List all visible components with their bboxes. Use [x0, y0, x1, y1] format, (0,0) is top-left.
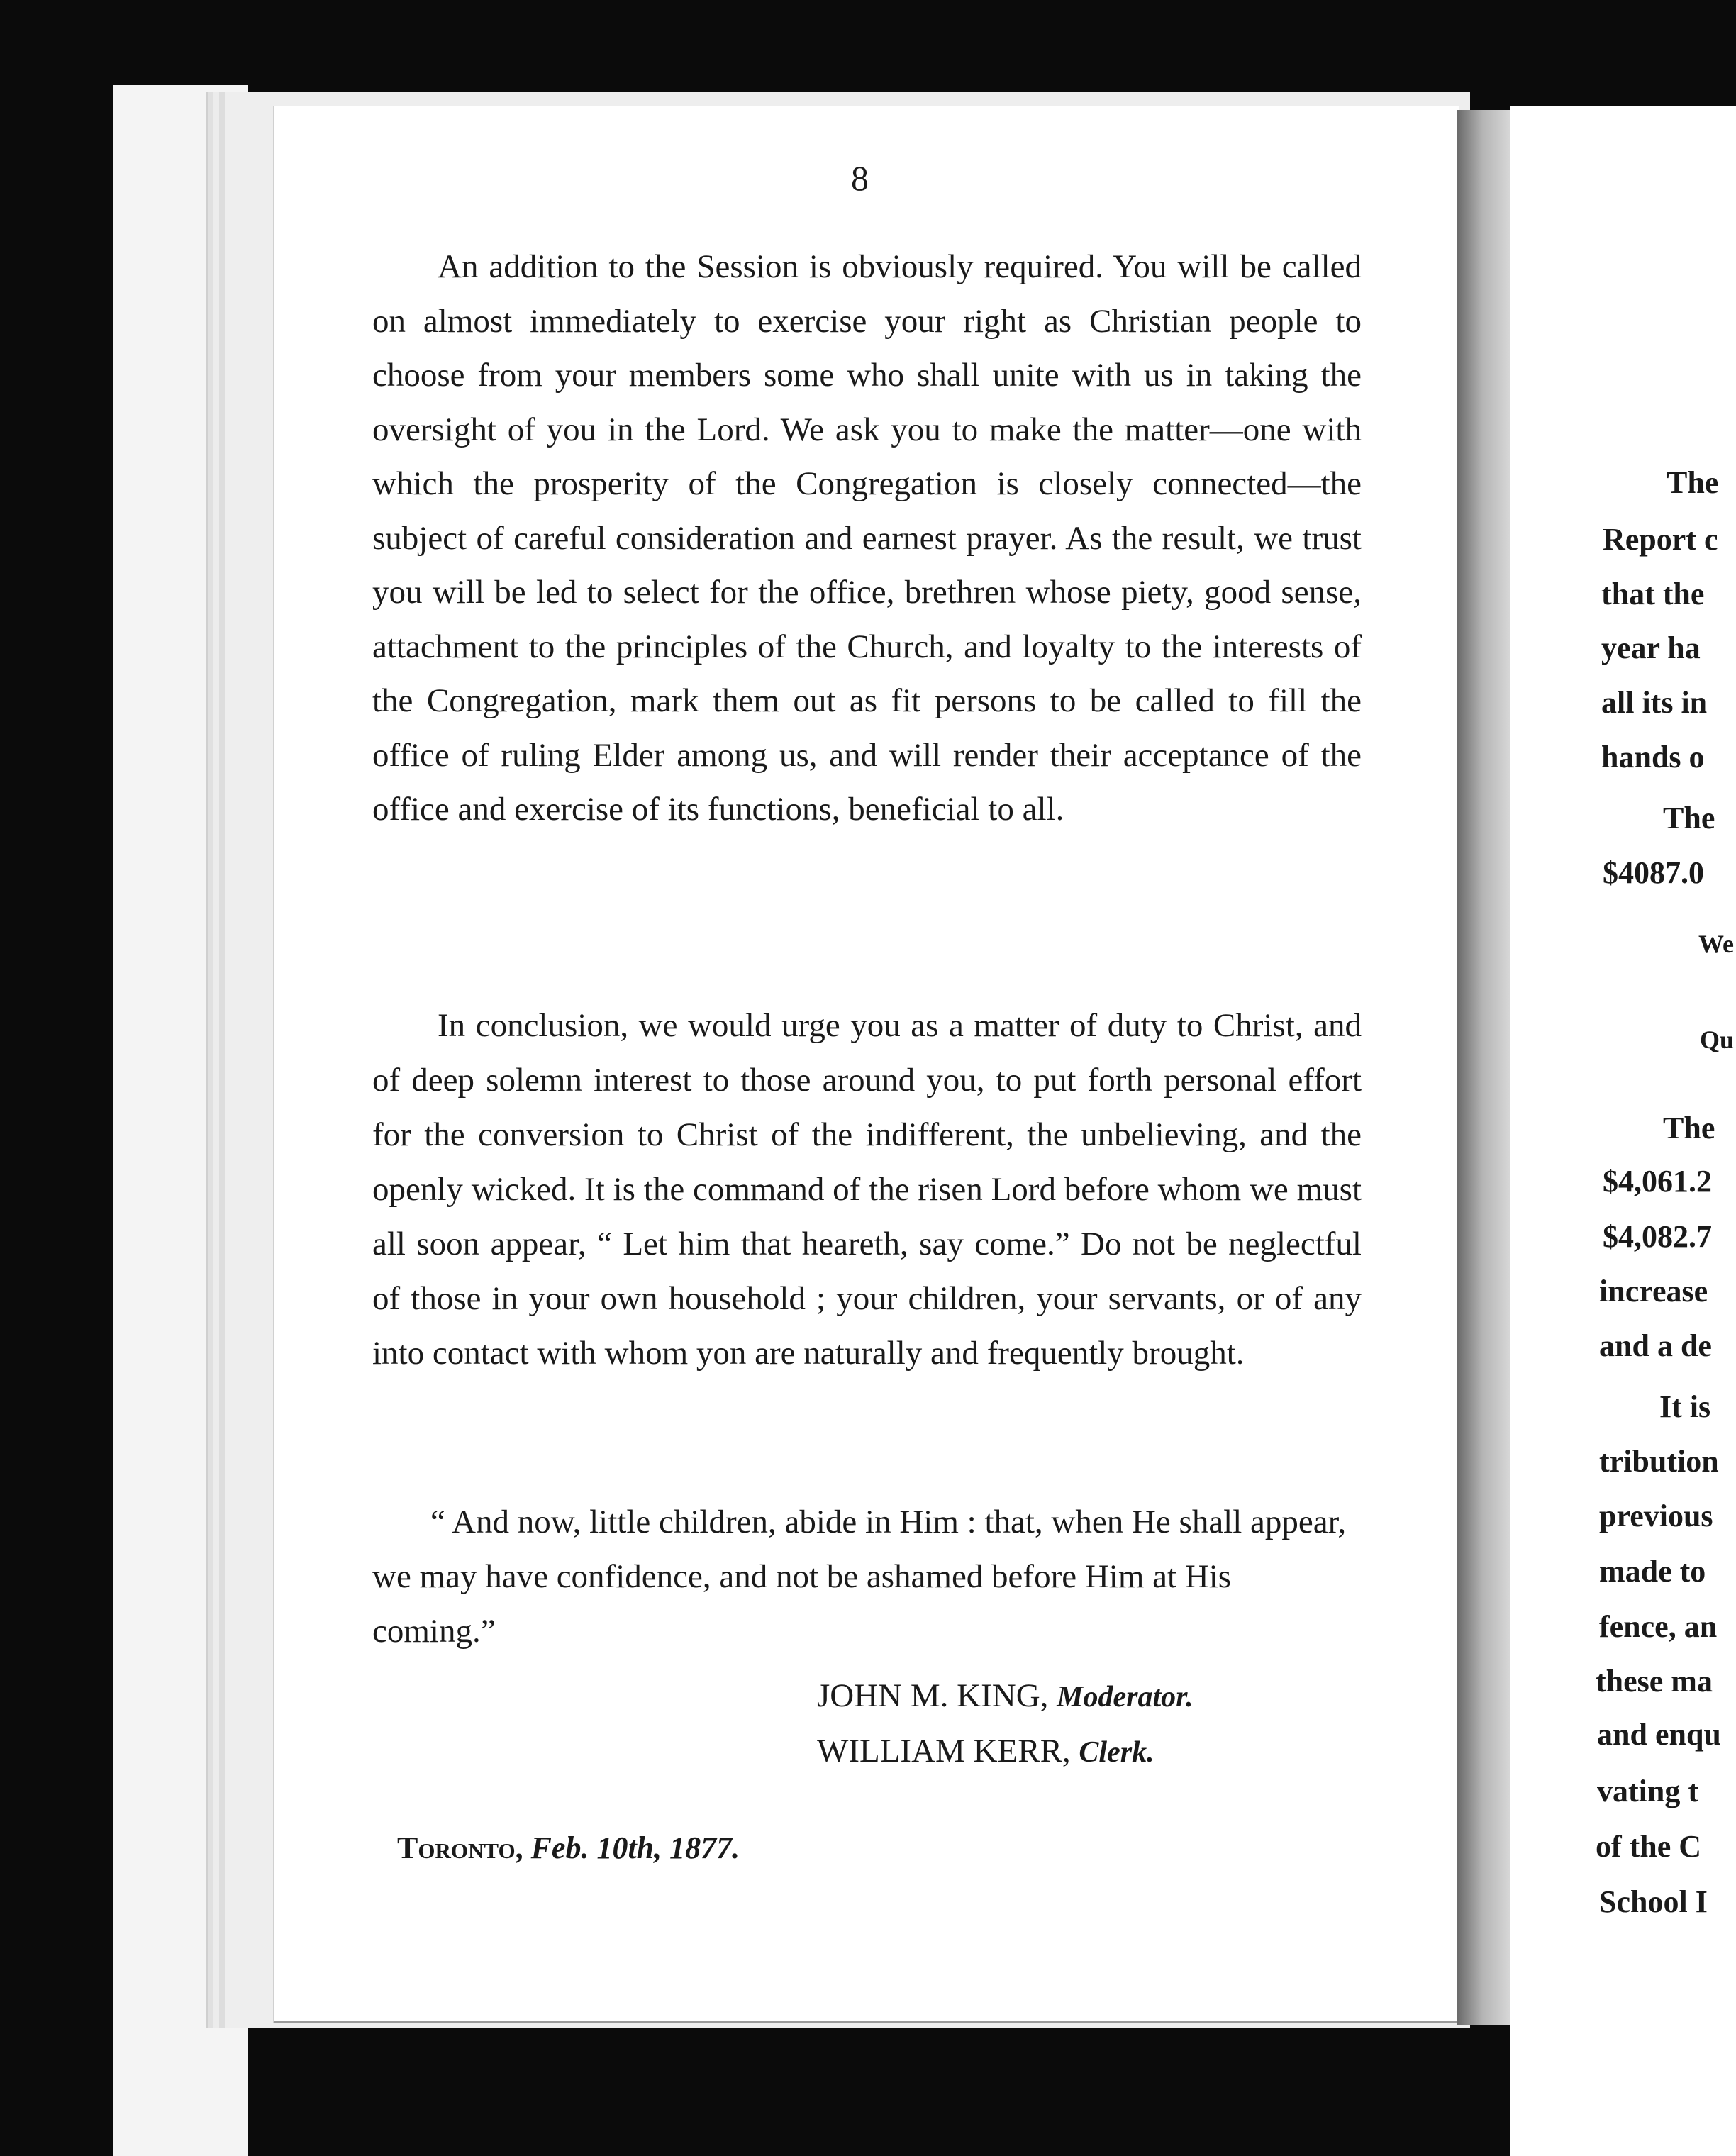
right-page-line: of the C [1596, 1829, 1702, 1864]
signature-role: Clerk. [1079, 1736, 1154, 1769]
right-page-line: tribution [1599, 1444, 1719, 1479]
signature-moderator [817, 1677, 1194, 1715]
signature-clerk [817, 1732, 1154, 1770]
place: Toronto, [397, 1830, 523, 1865]
right-page-line: hands o [1601, 740, 1705, 774]
book-gutter [1457, 110, 1514, 2025]
right-page-line: vating t [1597, 1774, 1698, 1808]
right-page-line: We [1698, 930, 1734, 958]
right-page-line: $4,082.7 [1603, 1219, 1712, 1254]
right-page-line: It is [1659, 1389, 1711, 1424]
scripture-quote [372, 1495, 1362, 1659]
date: Feb. 10th, 1877. [530, 1830, 740, 1865]
right-page-line: School I [1599, 1884, 1708, 1919]
right-page-line: The [1663, 801, 1715, 835]
right-page-line: increase [1599, 1274, 1708, 1308]
signature-name: WILLIAM KERR, [817, 1733, 1071, 1769]
right-page-line: Report c [1603, 522, 1718, 557]
paragraph-text: In conclusion, we would urge you as a matter of duty to Christ, and of deep solemn interest to those around you, to put forth personal effort for the conversion to Christ of the indifferent, the unbelieving, and the openly wicked. It is the command of the risen Lord before whom we must all soon appear, “ Let him that heareth, say come.” Do not be neglectful of those in your own household ; your children, your servants, or of any into contact with whom yon are naturally and frequently brought. [372, 1007, 1362, 1372]
right-page-line: and a de [1599, 1328, 1712, 1363]
right-page-line: previous [1599, 1499, 1713, 1533]
right-page-line: Qu [1700, 1026, 1735, 1054]
right-page-line: fence, an [1599, 1609, 1718, 1644]
paragraph-text: An addition to the Session is obviously required. You will be called on almost immediately to exercise your right as Christian people to choose from your members some who shall unite with us in taking the oversight of you in the Lord. We ask you to make the matter—one with which the prosperity of the Congregation is closely connected—the subject of careful consideration and earnest prayer. As the result, we trust you will be led to select for the office, brethren whose piety, good sense, attachment to the principles of the Church, and loyalty to the interests of the Congregation, mark them out as fit persons to be called to fill the office of ruling Elder among us, and will render their acceptance of the office and exercise of its functions, beneficial to all. [372, 248, 1362, 828]
right-page-line: The [1663, 1111, 1715, 1145]
place-date-line [397, 1830, 740, 1866]
paragraph-session [372, 240, 1362, 837]
right-page-line: year ha [1601, 630, 1701, 665]
right-page-line: that the [1601, 577, 1705, 611]
page-number: 8 [851, 158, 869, 198]
right-page-line: The [1667, 465, 1719, 500]
paragraph-text: “ And now, little children, abide in Him : that, when He shall appear, we may have confidence, and not be ashamed before Him at His coming.” [372, 1504, 1347, 1650]
right-page-line: these ma [1596, 1664, 1713, 1699]
signature-name: JOHN M. KING, [817, 1677, 1049, 1714]
right-page-line: $4,061.2 [1603, 1164, 1712, 1199]
paragraph-conclusion [372, 999, 1362, 1381]
right-page-line: and enqu [1597, 1717, 1721, 1752]
right-page-line: all its in [1601, 685, 1708, 720]
right-page-line: $4087.0 [1603, 855, 1704, 890]
right-page-line: made to [1599, 1554, 1706, 1589]
signature-role: Moderator. [1057, 1681, 1194, 1713]
